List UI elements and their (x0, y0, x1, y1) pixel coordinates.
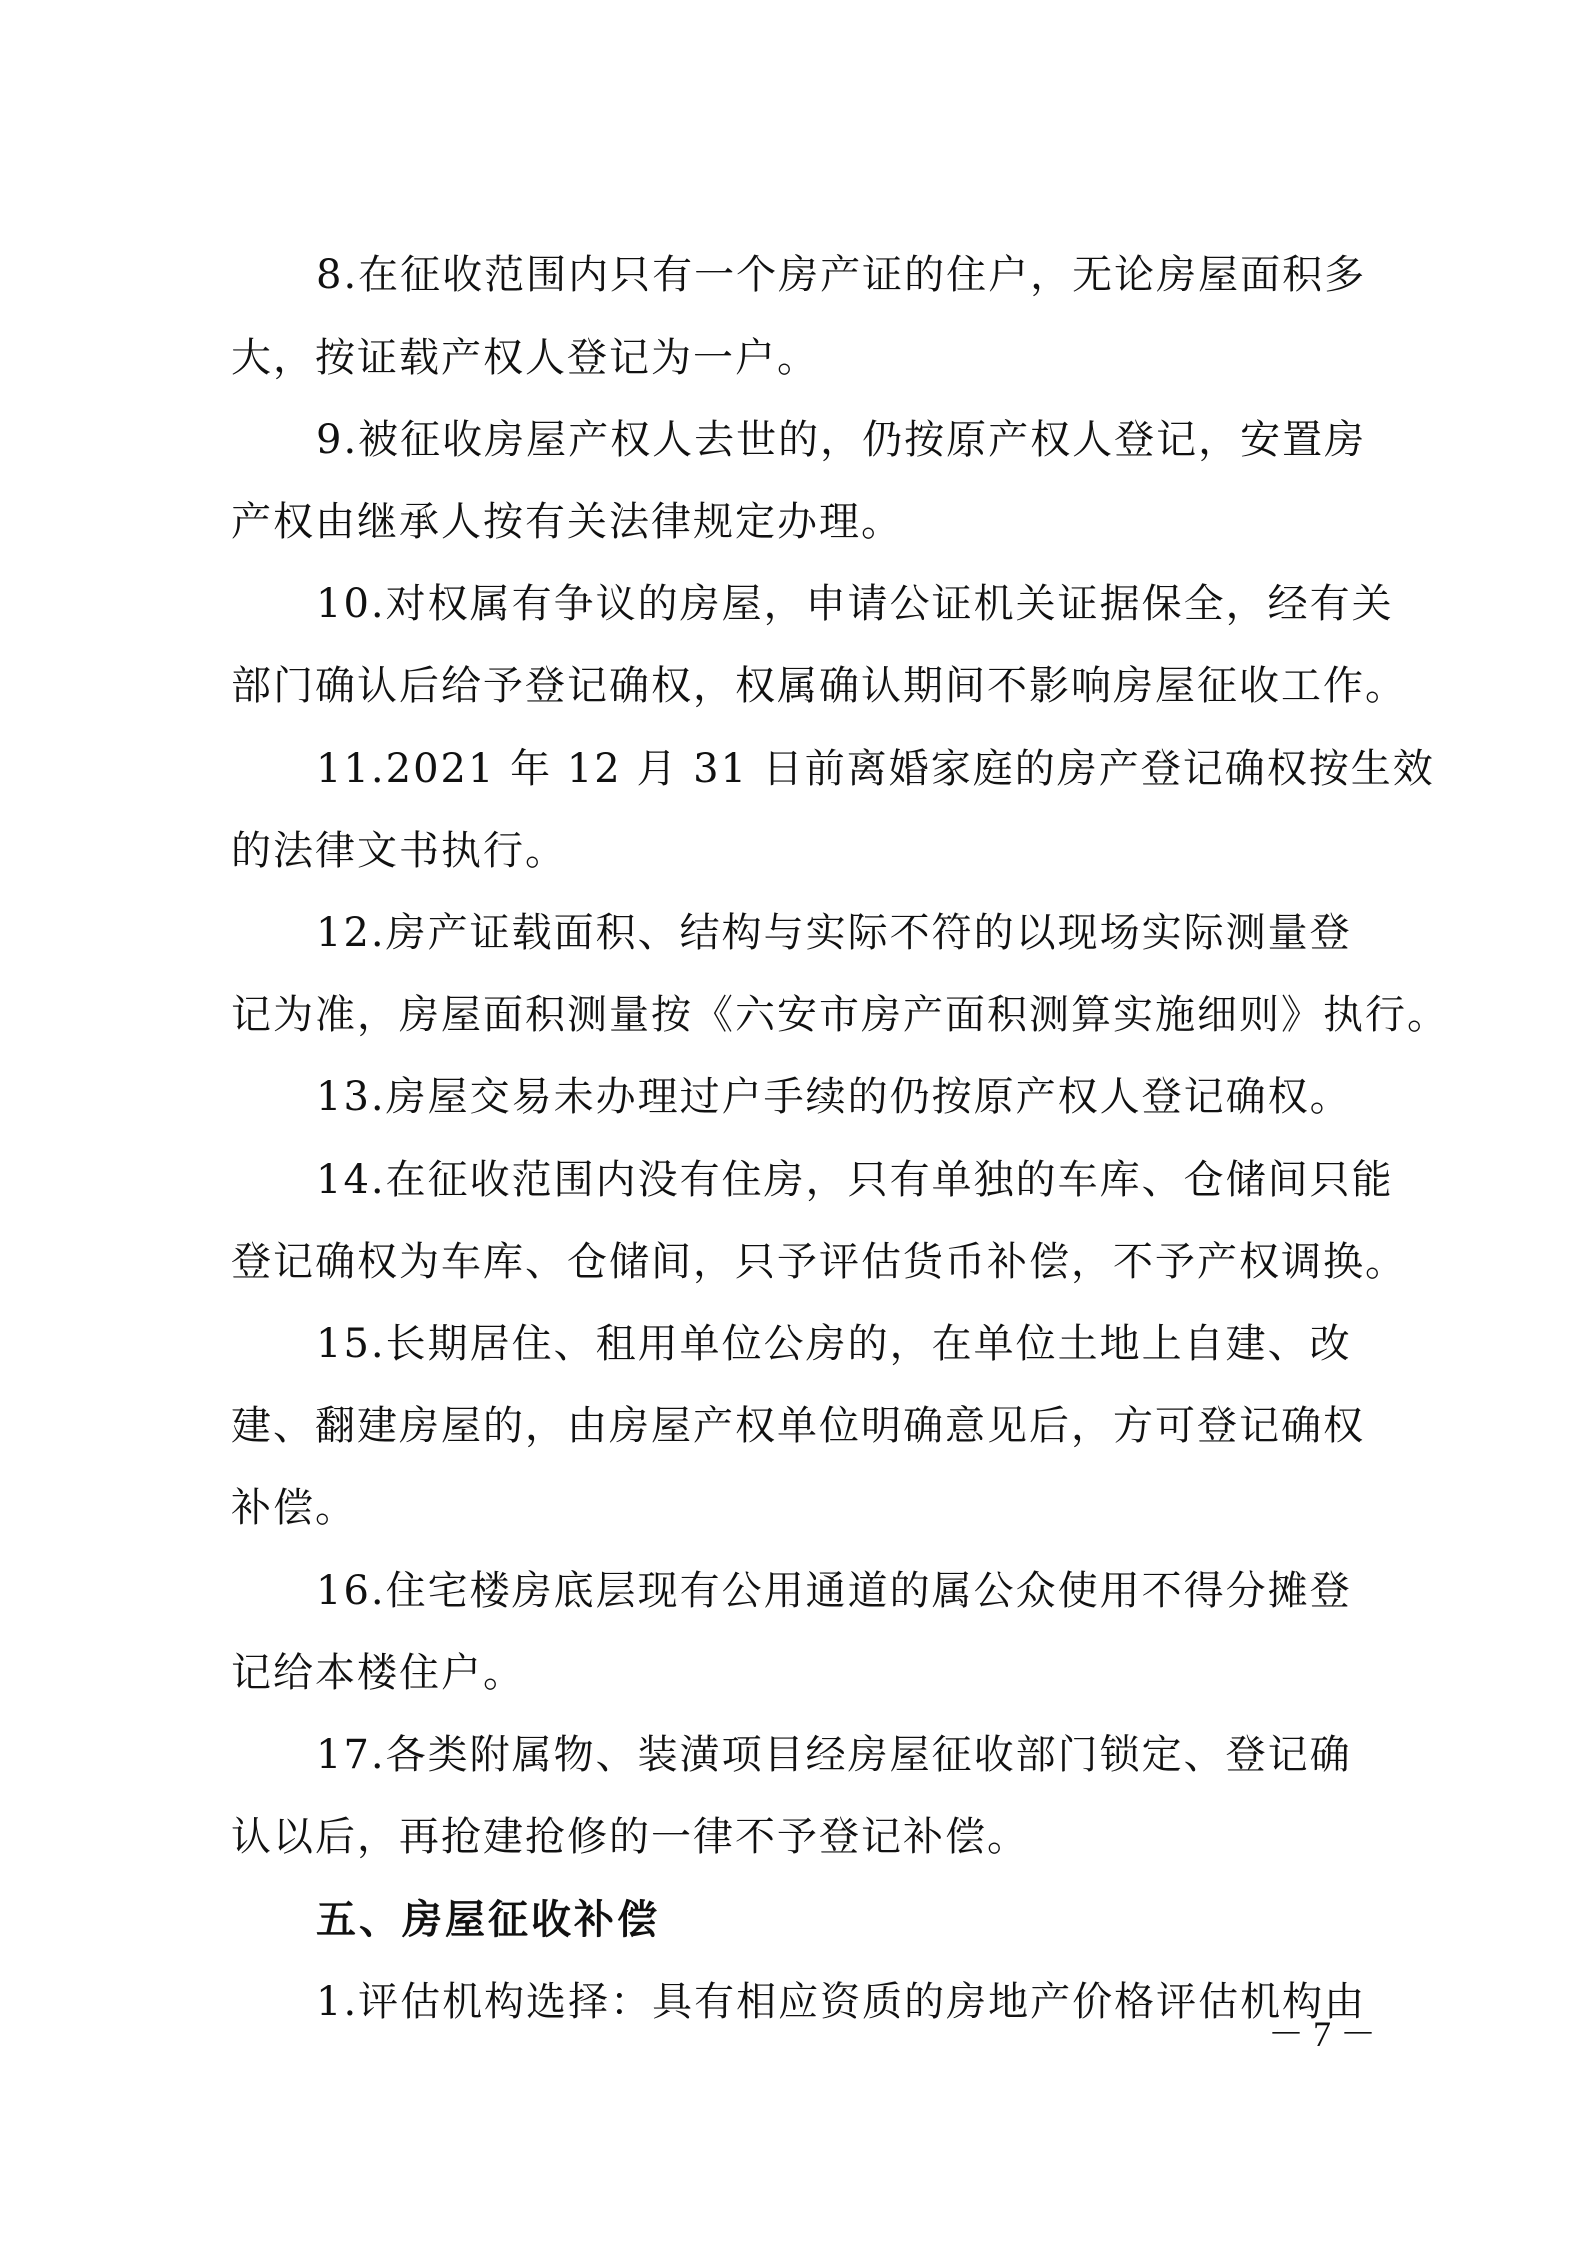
item-9-line-1: 9.被征收房屋产权人去世的，仍按原产权人登记，安置房 (316, 417, 1367, 463)
item-17-line-2: 认以后，再抢建抢修的一律不予登记补偿。 (231, 1814, 1029, 1860)
item-16-line-2: 记给本楼住户。 (231, 1650, 525, 1696)
item-12-line-1: 12.房产证载面积、结构与实际不符的以现场实际测量登 (316, 910, 1352, 956)
item-11-line-2: 的法律文书执行。 (231, 828, 567, 874)
section-item-1-line-1: 1.评估机构选择：具有相应资质的房地产价格评估机构由 (316, 1979, 1367, 2025)
item-17-line-1: 17.各类附属物、装潢项目经房屋征收部门锁定、登记确 (316, 1732, 1352, 1778)
item-9-line-2: 产权由继承人按有关法律规定办理。 (231, 499, 903, 545)
item-12-line-2: 记为准，房屋面积测量按《六安市房产面积测算实施细则》执行。 (231, 992, 1449, 1038)
page-number: － 7 － (1268, 2014, 1377, 2054)
item-15-line-3: 补偿。 (231, 1485, 357, 1531)
item-14-line-1: 14.在征收范围内没有住房，只有单独的车库、仓储间只能 (316, 1157, 1394, 1203)
item-8-line-2: 大，按证载产权人登记为一户。 (231, 335, 819, 381)
item-14-line-2: 登记确权为车库、仓储间，只予评估货币补偿，不予产权调换。 (231, 1239, 1407, 1285)
item-10-line-1: 10.对权属有争议的房屋，申请公证机关证据保全，经有关 (316, 581, 1394, 627)
item-8-line-1: 8.在征收范围内只有一个房产证的住户，无论房屋面积多 (316, 252, 1367, 298)
item-11-line-1: 11.2021 年 12 月 31 日前离婚家庭的房产登记确权按生效 (316, 746, 1435, 792)
section-heading: 五、房屋征收补偿 (316, 1897, 660, 1943)
item-15-line-2: 建、翻建房屋的，由房屋产权单位明确意见后，方可登记确权 (231, 1403, 1365, 1449)
item-16-line-1: 16.住宅楼房底层现有公用通道的属公众使用不得分摊登 (316, 1568, 1352, 1614)
item-10-line-2: 部门确认后给予登记确权，权属确认期间不影响房屋征收工作。 (231, 663, 1407, 709)
item-15-line-1: 15.长期居住、租用单位公房的，在单位土地上自建、改 (316, 1321, 1352, 1367)
item-13-line-1: 13.房屋交易未办理过户手续的仍按原产权人登记确权。 (316, 1074, 1352, 1120)
